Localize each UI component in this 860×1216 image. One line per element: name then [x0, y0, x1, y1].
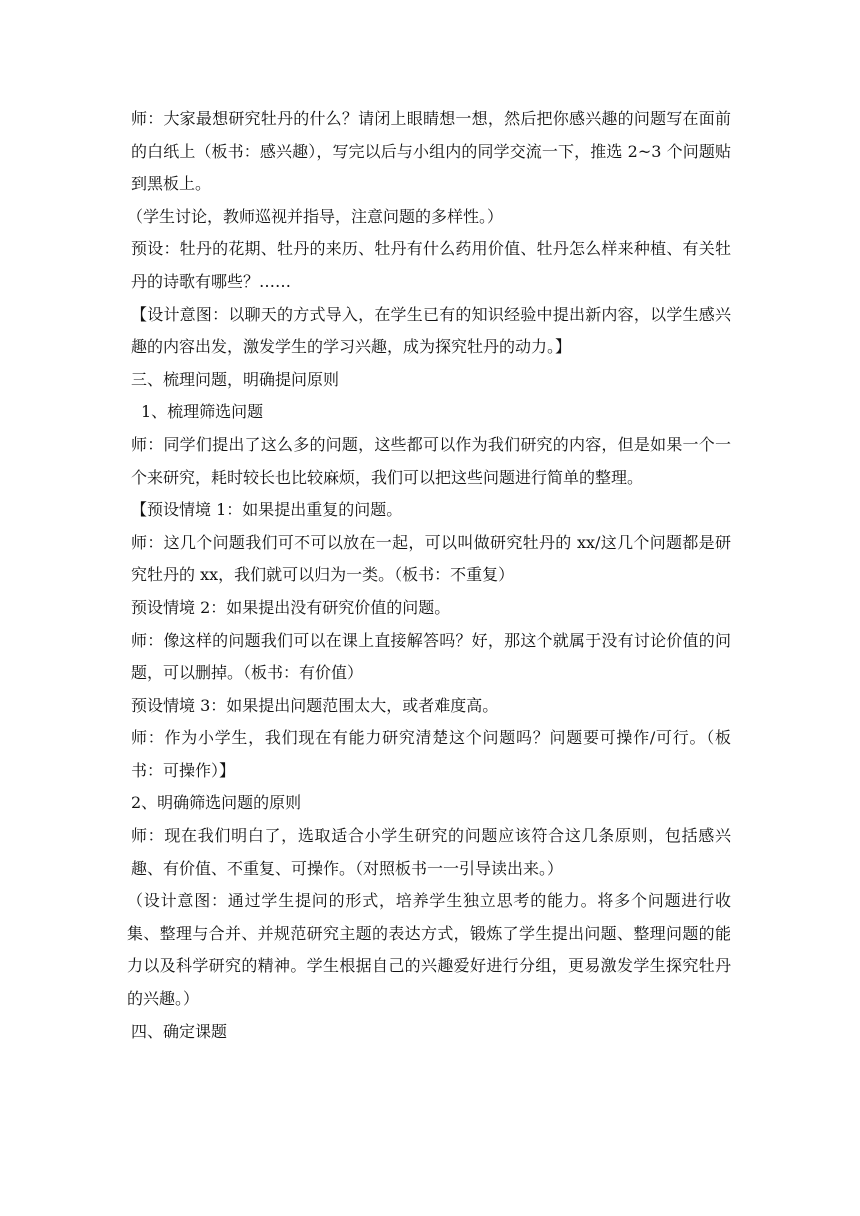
- paragraph-teacher-sorting: 师：同学们提出了这么多的问题，这些都可以作为我们研究的内容，但是如果一个一个来研究，耗时较长也比较麻烦，我们可以把这些问题进行简单的整理。: [131, 434, 731, 487]
- paragraph-teacher-operable: 师：作为小学生，我们现在有能力研究清楚这个问题吗？问题要可操作/可行。（板书：可操作）】: [131, 728, 731, 780]
- subheading-1: 1、梳理筛选问题: [141, 402, 264, 422]
- document-body: [127, 103, 731, 1048]
- paragraph-scenario-1: 【预设情境 1：如果提出重复的问题。: [131, 500, 403, 520]
- paragraph-teacher-grouping: 师：这几个问题我们可不可以放在一起，可以叫做研究牡丹的 xx/这几个问题都是研究牡丹的 xx，我们就可以归为一类。（板书：不重复）: [131, 532, 731, 585]
- paragraph-teacher-principles: 师：现在我们明白了，选取适合小学生研究的问题应该符合这几条原则，包括感兴趣、有价值、不重复、可操作。（对照板书一一引导读出来。）: [131, 826, 731, 878]
- paragraph-scenario-2: 预设情境 2：如果提出没有研究价值的问题。: [131, 597, 451, 617]
- paragraph-teacher-question: 师：大家最想研究牡丹的什么？请闭上眼睛想一想，然后把你感兴趣的问题写在面前的白纸上（板书：感兴趣），写完以后与小组内的同学交流一下，推选 2~3 个问题贴到黑板上。: [131, 109, 731, 194]
- subheading-2: 2、明确筛选问题的原则: [131, 793, 302, 813]
- paragraph-teacher-value: 师：像这样的问题我们可以在课上直接解答吗？好，那这个就属于没有讨论价值的问题，可以删掉。（板书：有价值）: [131, 630, 731, 683]
- paragraph-preset-answers: 预设：牡丹的花期、牡丹的来历、牡丹有什么药用价值、牡丹怎么样来种植、有关牡丹的诗歌有哪些？……: [131, 239, 731, 291]
- paragraph-design-intent-1: 【设计意图：以聊天的方式导入，在学生已有的知识经验中提出新内容，以学生感兴趣的内容出发，激发学生的学习兴趣，成为探究牡丹的动力。】: [131, 304, 731, 357]
- section-heading-3: 三、梳理问题，明确提问原则: [131, 369, 340, 389]
- paragraph-student-discussion: （学生讨论，教师巡视并指导，注意问题的多样性。）: [127, 206, 504, 226]
- paragraph-scenario-3: 预设情境 3：如果提出问题范围太大，或者难度高。: [131, 695, 499, 715]
- section-heading-4: 四、确定课题: [131, 1021, 228, 1041]
- paragraph-design-intent-2: （设计意图：通过学生提问的形式，培养学生独立思考的能力。将多个问题进行收集、整理与合并、并规范研究主题的表达方式，锻炼了学生提出问题、整理问题的能力以及科学研究的精神。学生根据自己的兴趣爱好进行分组，更易激发学生探究牡丹的兴趣。）: [127, 891, 731, 1009]
